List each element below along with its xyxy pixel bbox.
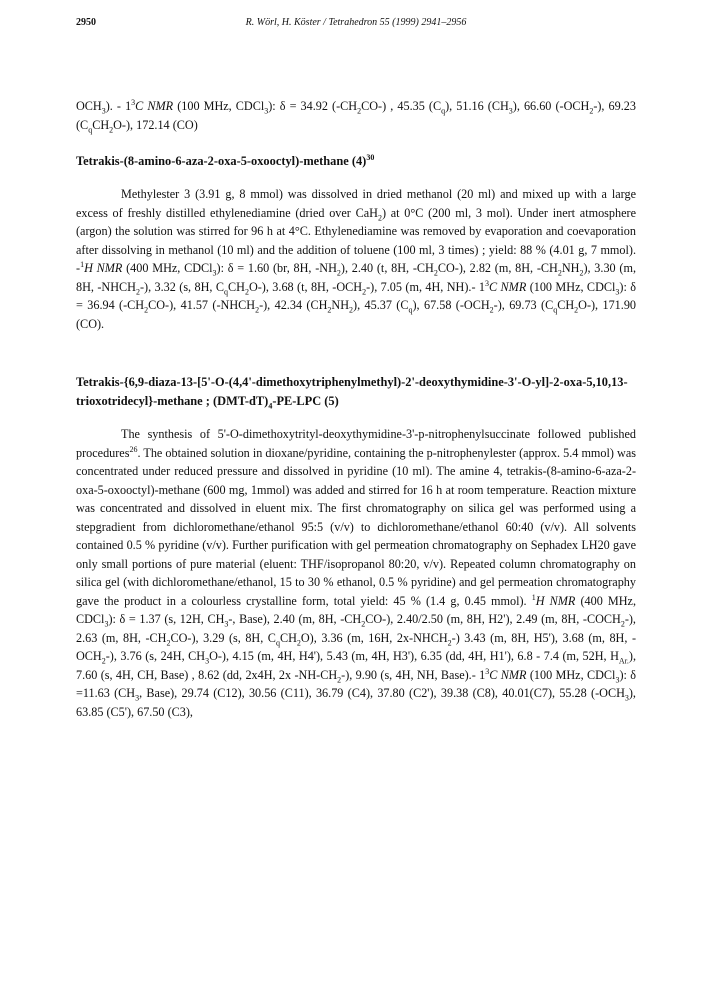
article-body [76, 97, 636, 721]
section-heading-compound-5: Tetrakis-{6,9-diaza-13-[5'-O-(4,4'-dimethoxytriphenylmethyl)-2'-deoxythymidine-3'-O-yl]-2-oxa-5,10,13-trioxotridecyl}-methane ; $(DMT-dT)_4-PE$-LPC (5) [76, 375, 628, 411]
running-head [76, 17, 636, 33]
page-number: 2950 [76, 17, 96, 28]
continuation-paragraph: $OCH_3$). - $1^3C$ NMR (100 MHz, CDCl$_3$): δ = 34.92 $(-CH_2CO-)$ , 45.35 $(C_q)$, 51.16 $(CH_3)$, 66.60 $(-OCH_2-)$, 69.23 $(C_qCH_2O-)$, 172.14 (CO) [76, 97, 636, 134]
section-heading-compound-4: Tetrakis-(8-amino-6-aza-2-oxa-5-oxooctyl)-methane $(4)^{30}$ [76, 152, 375, 168]
compound-5-procedure: The synthesis of 5'-O-dimethoxytrityl-deoxythymidine-3'-p-nitrophenylsuccinate followed published procedures$^{26}$. The obtained solution in dioxane/pyridine, containing the p-nitrophenylester (approx. 5.4 mmol) was concentrated under reduced pressure and dissolved in pyridine (10 ml). The amine 4, tetrakis-(8-amino-6-aza-2-oxa-5-oxooctyl)-methane (600 mg, 1mmol) was added and stirred for 16 h at room temperature. Reaction mixture was concentrated and dissolved in eluent mix. The first chromatography on silica gel was performed using a stepgradient from dichloromethane/ethanol 95:5 (v/v) to dichloromethane/ethanol 60:40 (v/v). All solvents contained 0.5 % pyridine (v/v). Further purification with gel permeation chromatography on Sephadex LH20 gave only small portions of pure material (eluent: THF/isopropanol 80:20, v/v). Repeated column chromatography on silica gel (with dichloromethane/ethanol, 15 to 30 % ethanol, 0.5 % pyridine) and gel permeation chromatography gave the product in a colourless crystalline form, total yield: 45 % (1.4 g, 0.45 mmol). $^1$H NMR (400 MHz, CDCl$_3$): δ = 1.37 (s, 12H, $CH_3-$, Base), 2.40 (m, 8H, $-CH_2CO-$), 2.40/2.50 (m, 8H, H2'), 2.49 (m, 8H, $-COCH_2-$), 2.63 (m, 8H, $-CH_2CO-$), 3.29 (s, 8H, $C_qCH_2O$), 3.36 (m, 16H, $2x-NHCH_2-$) 3.43 (m, 8H, H5'), 3.68 (m, 8H, $-OCH_2-$), 3.76 (s, 24H, $CH_3O-$), 4.15 (m, 4H, H4'), 5.43 (m, 4H, H3'), 6.35 (dd, 4H, H1'), 6.8 - 7.4 (m, 52H, $H_{Ar.}$), 7.60 (s, 4H, CH, Base) , 8.62 (dd, 2x4H, 2x $-NH-CH_2-$), 9.90 (s, 4H, NH, Base).- $1^3C$ NMR (100 MHz, CDCl$_3$): δ =11.63 ($CH_3$, Base), 29.74 (C12), 30.56 (C11), 36.79 (C4), 37.80 (C2'), 39.38 (C8), 40.01(C7), 55.28 $(-OCH_3)$, 63.85 (C5'), 67.50 (C3), [76, 427, 637, 719]
compound-4-procedure: Methylester 3 (3.91 g, 8 mmol) was dissolved in dried methanol (20 ml) and mixed up with a large excess of freshly distilled ethylenediamine (dried over CaH$_2$) at 0°C (200 ml, 3 mol). Under inert atmosphere (argon) the solution was stirred for 96 h at 4°C. Ethylenediamine was removed by evaporation and coevaporation after dissolving in methanol (10 ml) and the addition of toluene (100 ml, 3 times) ; yield: 88 % (4.01 g, 7 mmol). -$^1$H NMR (400 MHz, CDCl$_3$): δ = 1.60 (br, 8H, $-NH_2$), 2.40 (t, 8H, $-CH_2CO-$), 2.82 (m, 8H, $-CH_2NH_2$), 3.30 (m, 8H, $-NHCH_2-$), 3.32 (s, 8H, $C_qCH_2O-$), 3.68 (t, 8H, $-OCH_2-$), 7.05 (m, 4H, NH).- $1^3C$ NMR (100 MHz, CDCl$_3$): δ = 36.94 $(-CH_2CO-)$, 41.57 $(-NHCH_2-)$, 42.34 $(CH_2NH_2)$, 45.37 $(C_q)$, 67.58 $(-OCH_2-)$, 69.73 $(C_qCH_2O-)$, 171.90 (CO). [76, 187, 637, 331]
journal-reference: R. Wörl, H. Köster / Tetrahedron 55 (1999) 2941–2956 [245, 17, 467, 28]
